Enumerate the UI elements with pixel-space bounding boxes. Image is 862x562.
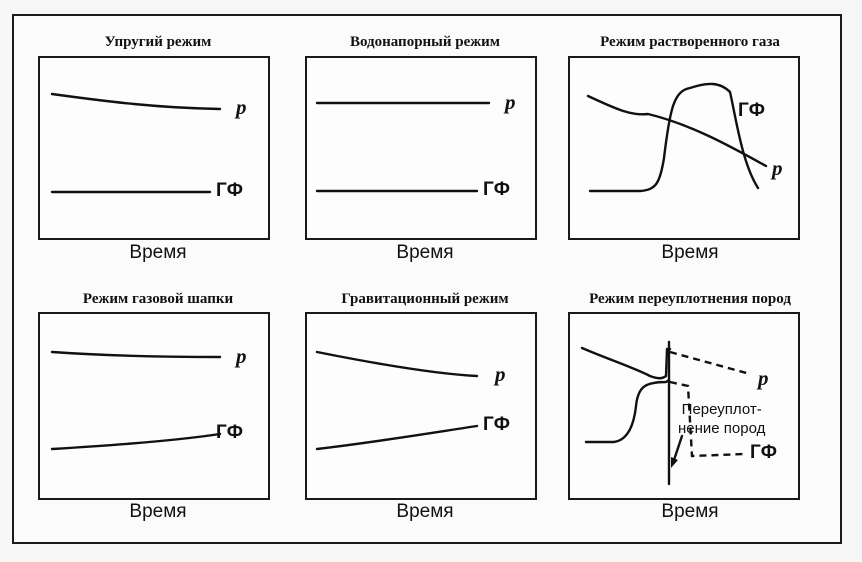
pressure-curve: [582, 348, 670, 378]
gas-factor-label: ГФ: [738, 100, 765, 121]
gas-factor-curve: [52, 434, 220, 449]
plot-area: [568, 312, 800, 500]
plot-area: [305, 312, 537, 500]
annotation-arrowhead-icon: [671, 457, 678, 468]
panel-title: Режим растворенного газа: [600, 34, 780, 50]
annotation-arrow-line: [674, 436, 682, 460]
annotation-line-1: Переуплот-: [681, 401, 762, 418]
pressure-label: p: [758, 366, 769, 390]
panel-elastic-mode: [28, 28, 288, 278]
time-axis-label: Время: [129, 242, 187, 263]
panel-title: Гравитационный режим: [341, 291, 509, 307]
gas-factor-label: ГФ: [216, 422, 243, 443]
gas-factor-curve: [317, 426, 477, 449]
gas-factor-label: ГФ: [216, 180, 243, 201]
pressure-label: p: [772, 156, 783, 180]
gas-factor-curve: [586, 380, 669, 442]
pressure-dashed-curve: [670, 352, 750, 374]
time-axis-label: Время: [129, 501, 187, 522]
time-axis-label: Время: [396, 501, 454, 522]
panel-title: Упругий режим: [104, 34, 212, 50]
panel-gravity-mode: [295, 287, 555, 537]
annotation-line-2: нение пород: [678, 420, 766, 437]
compaction-annotation: [678, 400, 765, 438]
panel-title: Водонапорный режим: [349, 34, 501, 50]
time-axis-label: Время: [661, 242, 719, 263]
pressure-curve: [52, 352, 220, 357]
panel-water-drive-mode: [295, 28, 555, 278]
panel-rock-compaction-mode: [560, 287, 820, 537]
pressure-label: p: [495, 362, 506, 386]
panel-gas-cap-mode: [28, 287, 288, 537]
plot-area: [305, 56, 537, 240]
pressure-curve: [317, 352, 477, 376]
pressure-label: p: [236, 95, 247, 119]
panel-title: Режим газовой шапки: [82, 291, 234, 307]
gas-factor-label: ГФ: [483, 179, 510, 200]
time-axis-label: Время: [396, 242, 454, 263]
pressure-label: p: [505, 90, 516, 114]
time-axis-label: Время: [661, 501, 719, 522]
plot-area: [38, 56, 270, 240]
plot-area: [38, 312, 270, 500]
panel-title: Режим переуплотнения пород: [589, 291, 791, 307]
pressure-curve: [52, 94, 220, 109]
gas-factor-label: ГФ: [750, 442, 777, 463]
pressure-label: p: [236, 344, 247, 368]
panel-dissolved-gas-mode: [560, 28, 820, 278]
gas-factor-curve: [590, 84, 758, 191]
gas-factor-label: ГФ: [483, 414, 510, 435]
plot-area: [568, 56, 800, 240]
